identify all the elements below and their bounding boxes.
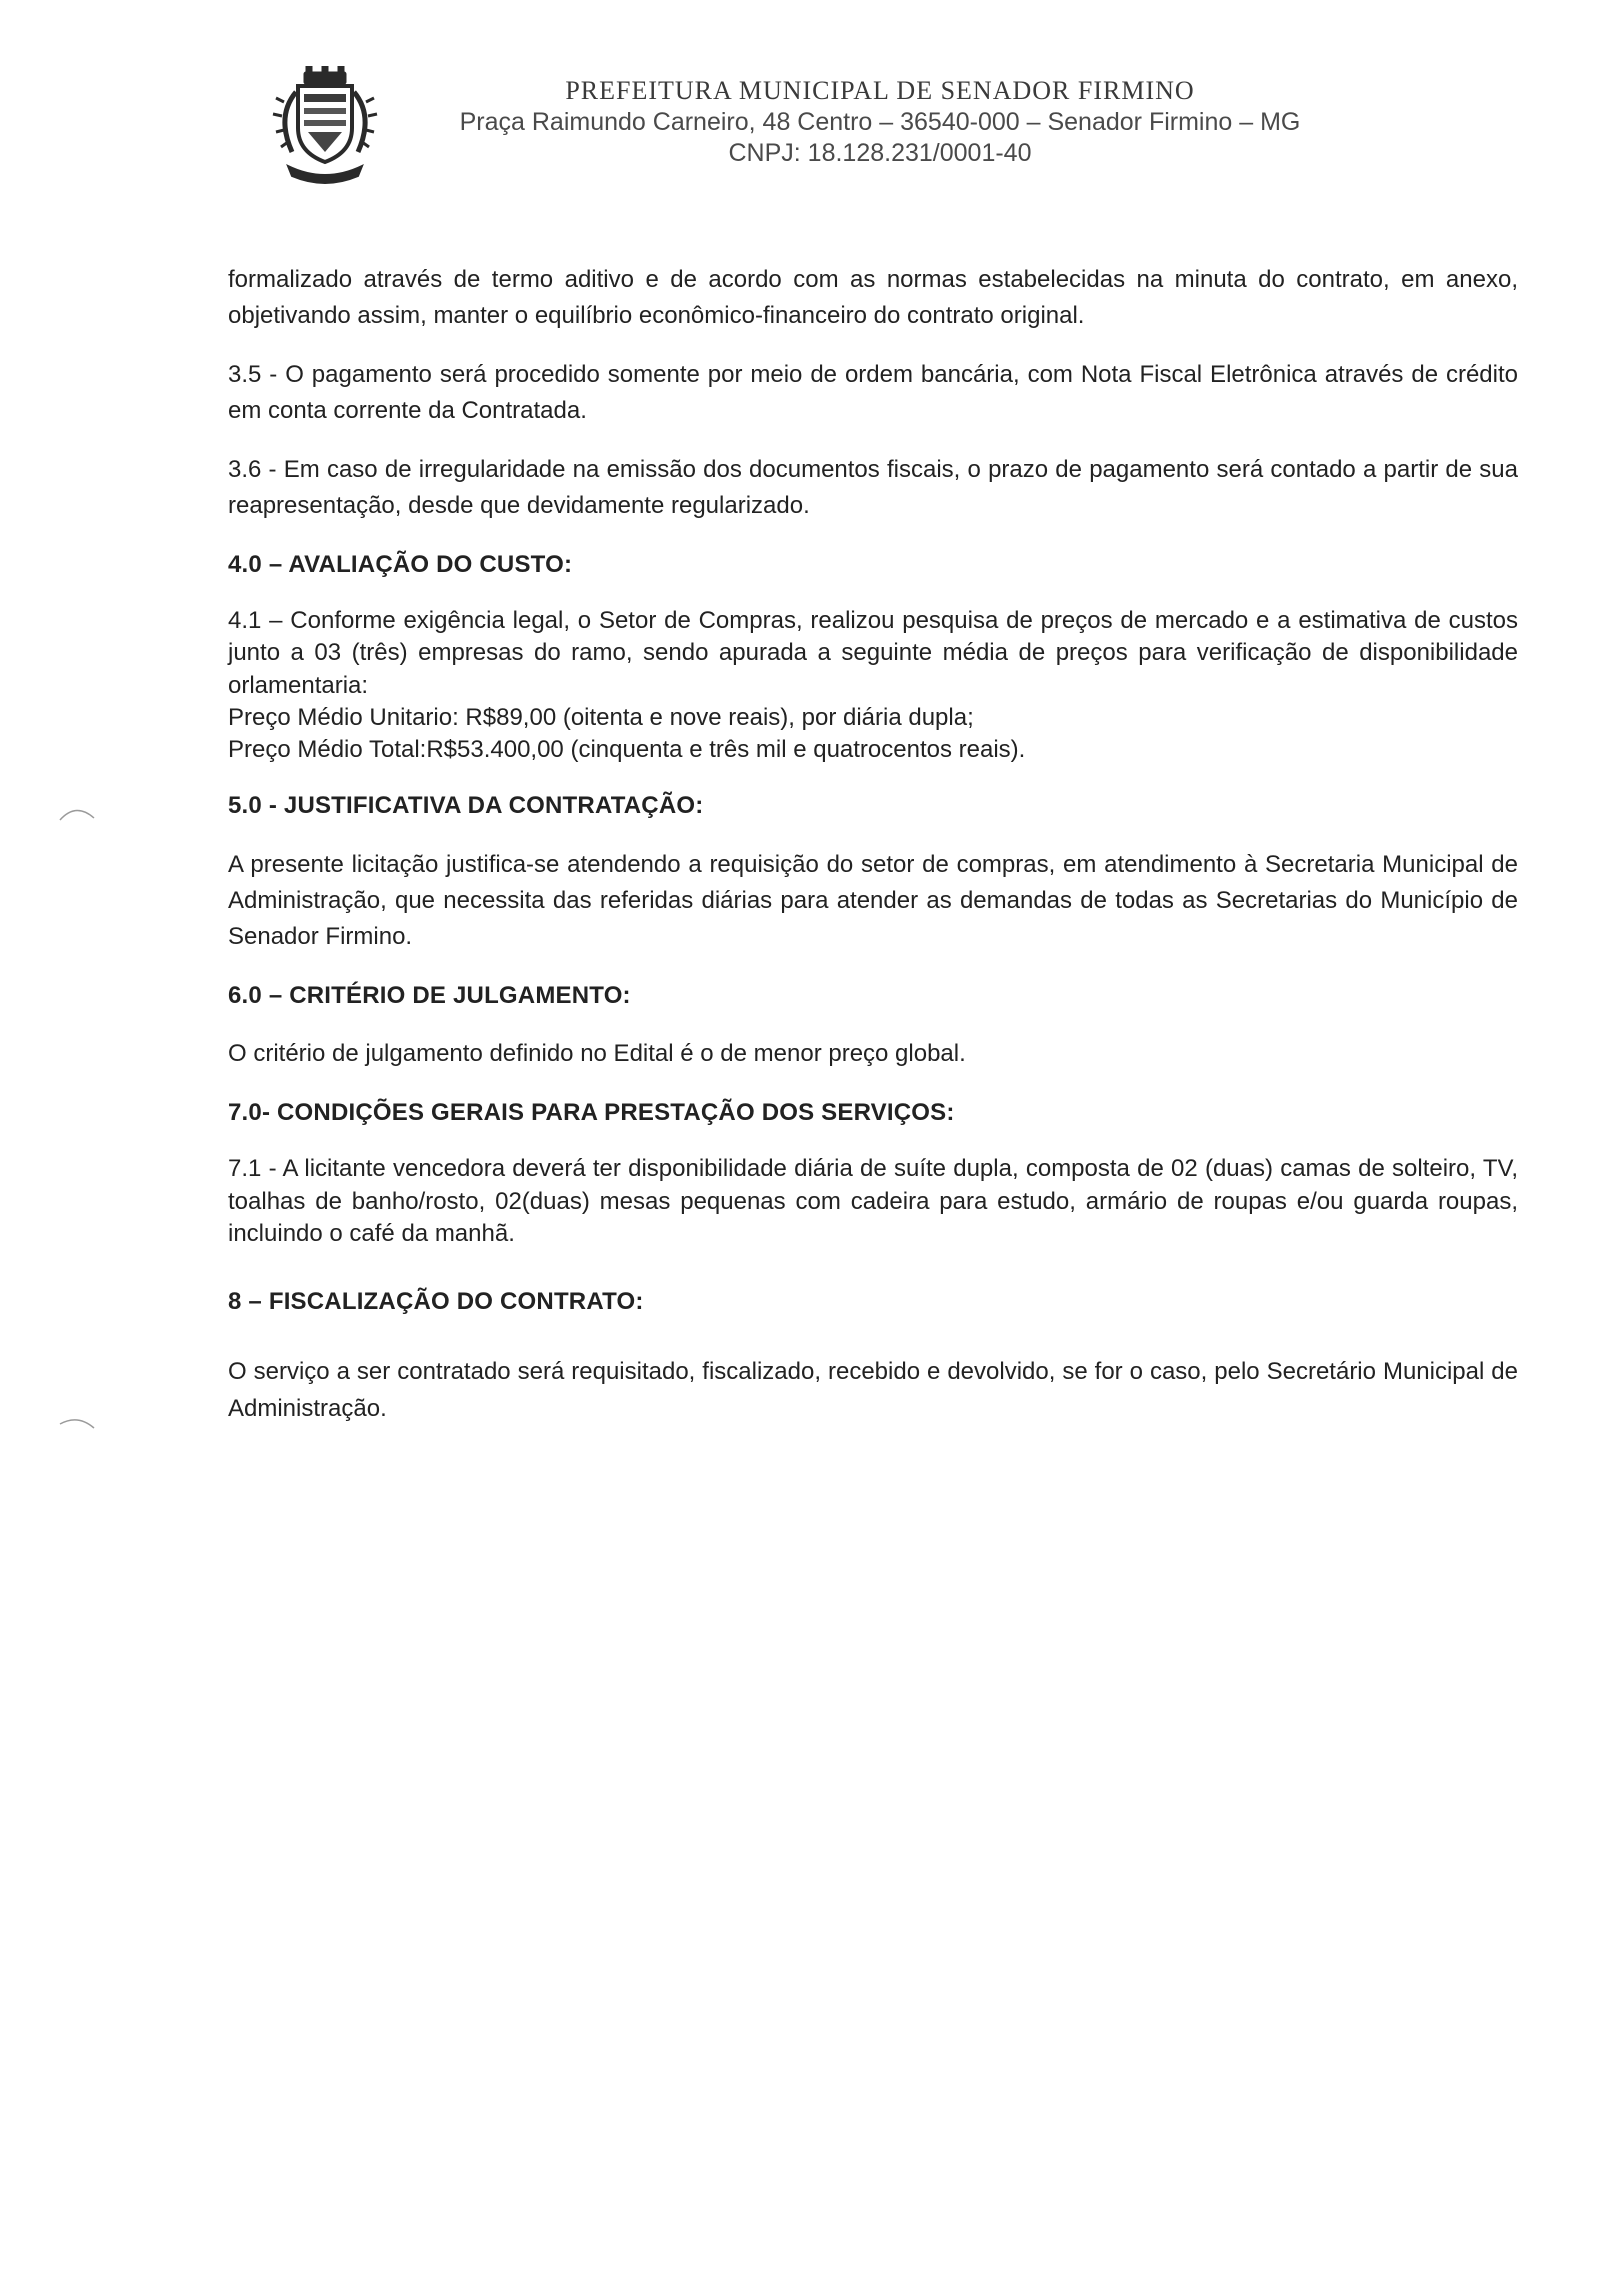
municipality-cnpj: CNPJ: 18.128.231/0001-40	[728, 139, 1032, 167]
heading-8-fiscalizacao: 8 – FISCALIZAÇÃO DO CONTRATO:	[228, 1287, 644, 1315]
paragraph-3-6: 3.6 - Em caso de irregularidade na emissão dos documentos fiscais, o prazo de pagamento será contado a partir de sua reapresentação, desde que devidamente regularizado.	[228, 455, 1518, 520]
punch-hole-mark-icon	[56, 1408, 100, 1434]
letterhead-text	[400, 70, 1360, 170]
paragraph-4-1: 4.1 – Conforme exigência legal, o Setor de Compras, realizou pesquisa de preços de mercado e a estimativa de custos junto a 03 (três) empresas do ramo, sendo apurada a seguinte média de preços para verificação de disponibilidade orlamentaria:	[228, 607, 1518, 699]
heading-7-condicoes-gerais: 7.0- CONDIÇÕES GERAIS PARA PRESTAÇÃO DOS SERVIÇOS:	[228, 1098, 955, 1126]
paragraph-3-5: 3.5 - O pagamento será procedido somente por meio de ordem bancária, com Nota Fiscal Eletrônica através de crédito em conta corrente da Contratada.	[228, 360, 1518, 425]
document-body	[228, 262, 1518, 1427]
punch-hole-mark-icon	[56, 800, 100, 826]
average-unit-price: Preço Médio Unitario: R$89,00 (oitenta e nove reais), por diária dupla;	[228, 703, 974, 731]
heading-5-justificativa: 5.0 - JUSTIFICATIVA DA CONTRATAÇÃO:	[228, 792, 704, 820]
paragraph-5: A presente licitação justifica-se atendendo a requisição do setor de compras, em atendimento à Secretaria Municipal de Administração, que necessita das referidas diárias para atender as demandas de todas as Secretarias do Município de Senador Firmino.	[228, 850, 1518, 951]
paragraph-6: O critério de julgamento definido no Edital é o de menor preço global.	[228, 1040, 966, 1068]
average-total-price: Preço Médio Total:R$53.400,00 (cinquenta e três mil e quatrocentos reais).	[228, 735, 1026, 763]
paragraph-8: O serviço a ser contratado será requisitado, fiscalizado, recebido e devolvido, se for o caso, pelo Secretário Municipal de Administração.	[228, 1358, 1518, 1422]
municipal-coat-of-arms-icon	[270, 66, 380, 186]
heading-6-criterio-julgamento: 6.0 – CRITÉRIO DE JULGAMENTO:	[228, 981, 631, 1009]
letterhead	[270, 60, 1350, 200]
heading-4-avaliacao-custo: 4.0 – AVALIAÇÃO DO CUSTO:	[228, 550, 573, 578]
paragraph-intro: formalizado através de termo aditivo e de acordo com as normas estabelecidas na minuta do contrato, em anexo, objetivando assim, manter o equilíbrio econômico-financeiro do contrato original.	[228, 266, 1518, 330]
municipality-address: Praça Raimundo Carneiro, 48 Centro – 36540-000 – Senador Firmino – MG	[459, 108, 1301, 136]
paragraph-7-1: 7.1 - A licitante vencedora deverá ter disponibilidade diária de suíte dupla, composta de 02 (duas) camas de solteiro, TV, toalhas de banho/rosto, 02(duas) mesas pequenas com cadeira para estudo, armário de roupas e/ou guarda roupas, incluindo o café da manhã.	[228, 1155, 1518, 1247]
municipality-title: PREFEITURA MUNICIPAL DE SENADOR FIRMINO	[565, 76, 1195, 105]
